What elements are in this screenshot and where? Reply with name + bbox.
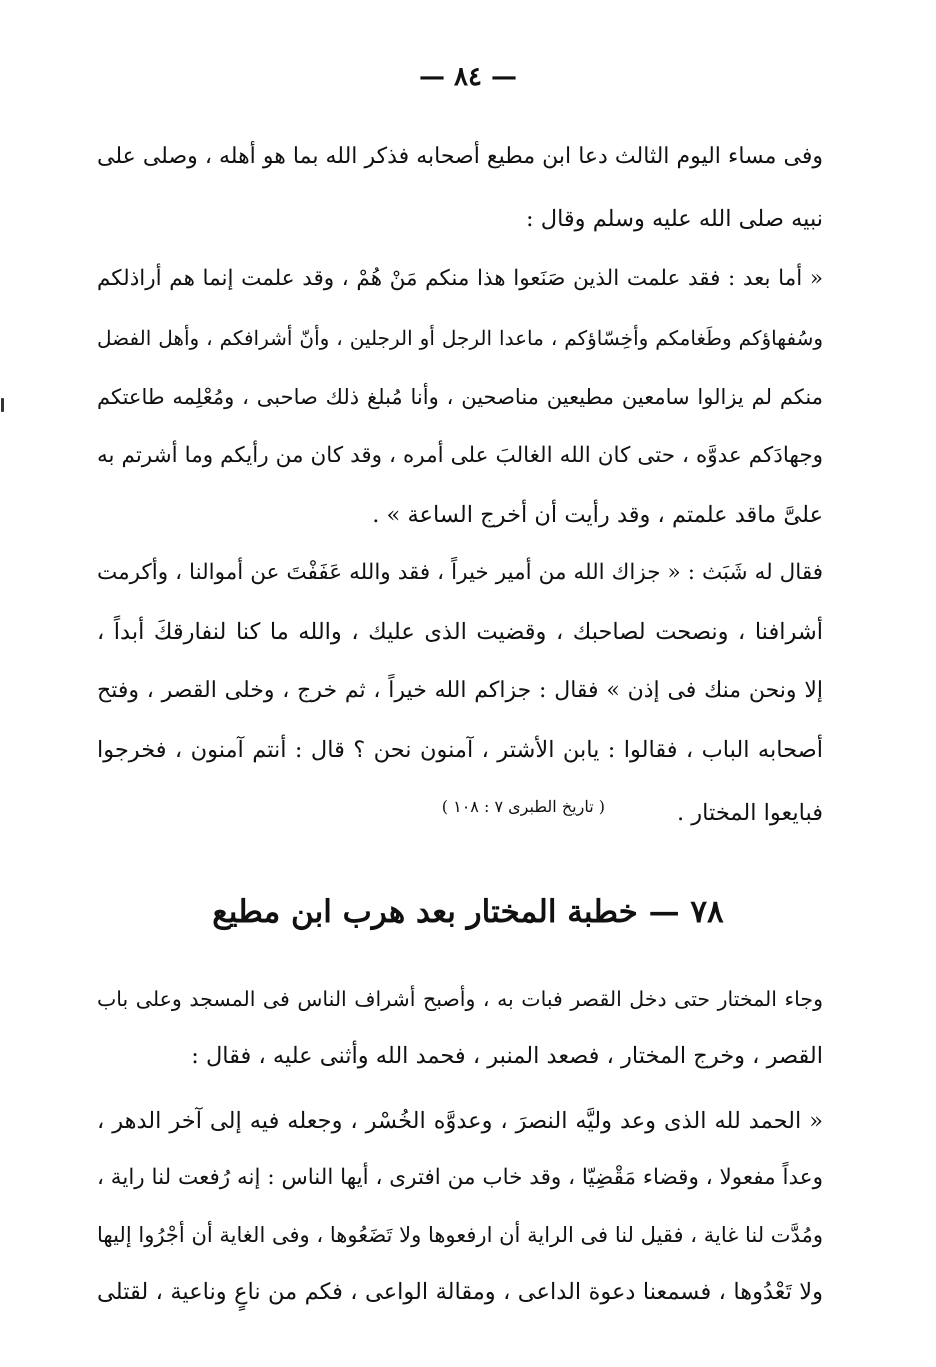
paragraph-2 <box>97 264 823 544</box>
text-line: وجاء المختار حتى دخل القصر فبات به ، وأصبح أشراف الناس فى المسجد وعلى باب <box>97 987 823 1011</box>
text-line: وفى مساء اليوم الثالث دعا ابن مطيع أصحابه فذكر الله بما هو أهله ، وصلى على <box>97 144 823 169</box>
section-heading: ٧٨ — خطبة المختار بعد هرب ابن مطيع <box>212 894 724 930</box>
text-line: ولا تَعْدُوها ، فسمعنا دعوة الداعى ، ومقالة الواعى ، فكم من ناعٍ وناعية ، لقتلى <box>97 1279 823 1305</box>
paragraph-5 <box>97 1106 823 1326</box>
text-line: « أما بعد : فقد علمت الذين صَنَعوا هذا منكم مَنْ هُمْ ، وقد علمت إنما هم أراذلكم <box>97 266 823 291</box>
paragraph-3 <box>97 558 823 848</box>
source-citation: ( تاريخ الطبرى ٧ : ١٠٨ ) <box>441 797 605 816</box>
text-line: أصحابه الباب ، فقالوا : يابن الأشتر ، آمنون نحن ؟ قال : أنتم آمنون ، فخرجوا <box>97 737 823 763</box>
text-line: وجهادَكم عدوَّه ، حتى كان الله الغالبَ على أمره ، وقد كان من رأيكم وما أشرتم به <box>97 443 823 468</box>
text-line: منكم لم يزالوا سامعين مطيعين مناصحين ، وأنا مُبلغ ذلك صاحبى ، ومُعْلِمه طاعتكم <box>97 385 823 409</box>
text-line: نبيه صلى الله عليه وسلم وقال : <box>525 206 823 232</box>
text-line: إلا ونحن منك فى إذن » فقال : جزاكم الله خيراً ، ثم خرج ، وخلى القصر ، وفتح <box>97 678 823 703</box>
text-line: ومُدَّت لنا غاية ، فقيل لنا فى الراية أن ارفعوها ولا تَضَعُوها ، وفى الغاية أن أجْرُوا إليها <box>97 1223 823 1247</box>
paragraph-4 <box>97 984 823 1084</box>
text-line: القصر ، وخرج المختار ، فصعد المنبر ، فحمد الله وأثنى عليه ، فقال : <box>191 1043 823 1069</box>
text-line: فقال له شَبَث : « جزاك الله من أمير خيراً ، فقد والله عَفَفْتَ عن أموالنا ، وأكرمت <box>97 560 823 585</box>
page-number: — ٨٤ — <box>418 62 518 92</box>
text-line: وسُفهاؤكم وطَغامكم وأخِسّاؤكم ، ماعدا الرجل أو الرجلين ، وأنّ أشرافكم ، وأهل الفضل <box>97 326 823 350</box>
margin-mark <box>1 398 4 412</box>
text-line: وعداً مفعولا ، وقضاء مَقْضِيّا ، وقد خاب من افترى ، أيها الناس : إنه رُفعت لنا راية ، <box>97 1165 823 1190</box>
paragraph-1 <box>97 142 823 242</box>
text-line: علىَّ ماقد علمتم ، وقد رأيت أن أخرج الساعة » . <box>372 502 823 528</box>
text-line: « الحمد لله الذى وعد وليَّه النصرَ ، وعدوَّه الخُسْر ، وجعله فيه إلى آخر الدهر ، <box>97 1108 823 1134</box>
text-line: فبايعوا المختار . <box>677 800 823 826</box>
text-line: أشرافنا ، ونصحت لصاحبك ، وقضيت الذى عليك ، والله ما كنا لنفارقكَ أبداً ، <box>97 619 823 645</box>
closing-line <box>97 798 823 828</box>
